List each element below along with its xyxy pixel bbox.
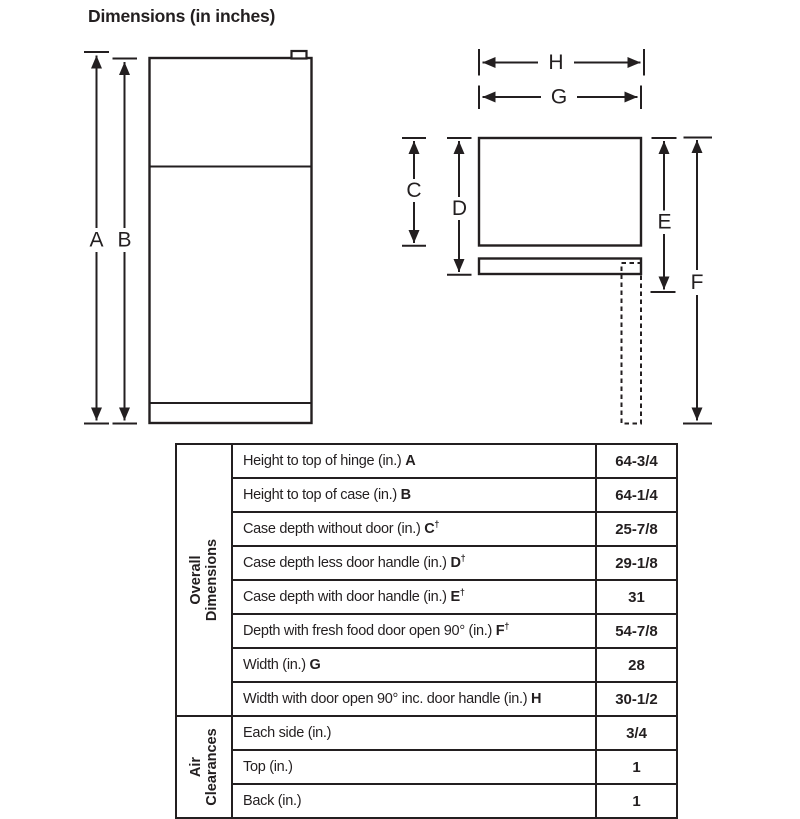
dimension-label-a: A <box>89 228 104 252</box>
dimension-arrow-d <box>447 138 472 275</box>
table-row <box>176 784 677 818</box>
row-value: 29-1/8 <box>596 546 677 580</box>
row-value: 3/4 <box>596 716 677 750</box>
row-value: 28 <box>596 648 677 682</box>
table-row <box>176 478 677 512</box>
dimension-arrow-b <box>113 59 138 424</box>
fridge-case-outline <box>150 58 312 423</box>
case-top-view-outline <box>479 138 641 246</box>
row-value: 1 <box>596 784 677 818</box>
table-row <box>176 512 677 546</box>
row-value: 64-3/4 <box>596 444 677 478</box>
row-value: 1 <box>596 750 677 784</box>
page-title: Dimensions (in inches) <box>88 6 276 26</box>
table-row <box>176 444 677 478</box>
row-value: 31 <box>596 580 677 614</box>
row-value: 54-7/8 <box>596 614 677 648</box>
dimension-label-h: H <box>548 51 564 74</box>
dimension-arrow-a <box>84 52 109 424</box>
table-row <box>176 682 677 716</box>
table-row <box>176 648 677 682</box>
table-row <box>176 546 677 580</box>
dimension-label-c: C <box>406 179 422 202</box>
dimension-arrow-c <box>402 138 426 246</box>
dimension-arrow-f <box>683 138 712 424</box>
dimension-arrow-h <box>479 49 644 76</box>
row-label: Each side (in.) <box>232 716 596 750</box>
dimensions-table <box>175 443 678 819</box>
table-row <box>176 580 677 614</box>
group-header-air-clearances <box>176 716 232 818</box>
row-label: Depth with fresh food door open 90° (in.) F† <box>232 614 596 648</box>
door-top-view-outline <box>479 259 641 275</box>
row-label: Top (in.) <box>232 750 596 784</box>
row-value: 30-1/2 <box>596 682 677 716</box>
door-open-dashed-outline <box>622 263 642 424</box>
top-view-diagram <box>402 49 712 424</box>
row-value: 25-7/8 <box>596 512 677 546</box>
dimension-label-d: D <box>451 197 468 220</box>
dimension-label-f: F <box>690 271 704 294</box>
row-value: 64-1/4 <box>596 478 677 512</box>
group-header-air-clearances-label: Air Clearances <box>188 728 220 806</box>
row-label: Width with door open 90° inc. door handle (in.) H <box>232 682 596 716</box>
table-row <box>176 750 677 784</box>
top-hinge <box>292 51 307 59</box>
dimension-label-g: G <box>550 85 568 109</box>
dimension-arrow-e <box>651 138 677 292</box>
group-header-overall-dimensions-label: Overall Dimensions <box>188 538 220 622</box>
row-label: Width (in.) G <box>232 648 596 682</box>
front-view-diagram <box>84 51 312 424</box>
table-row <box>176 614 677 648</box>
dimension-arrow-g <box>479 86 641 110</box>
group-header-overall-dimensions <box>176 444 232 716</box>
dimension-label-e: E <box>657 210 672 234</box>
row-label: Case depth with door handle (in.) E† <box>232 580 596 614</box>
row-label: Back (in.) <box>232 784 596 818</box>
row-label: Height to top of case (in.) B <box>232 478 596 512</box>
table-row <box>176 716 677 750</box>
row-label: Case depth less door handle (in.) D† <box>232 546 596 580</box>
dimension-label-b: B <box>117 228 132 252</box>
row-label: Case depth without door (in.) C† <box>232 512 596 546</box>
row-label: Height to top of hinge (in.) A <box>232 444 596 478</box>
